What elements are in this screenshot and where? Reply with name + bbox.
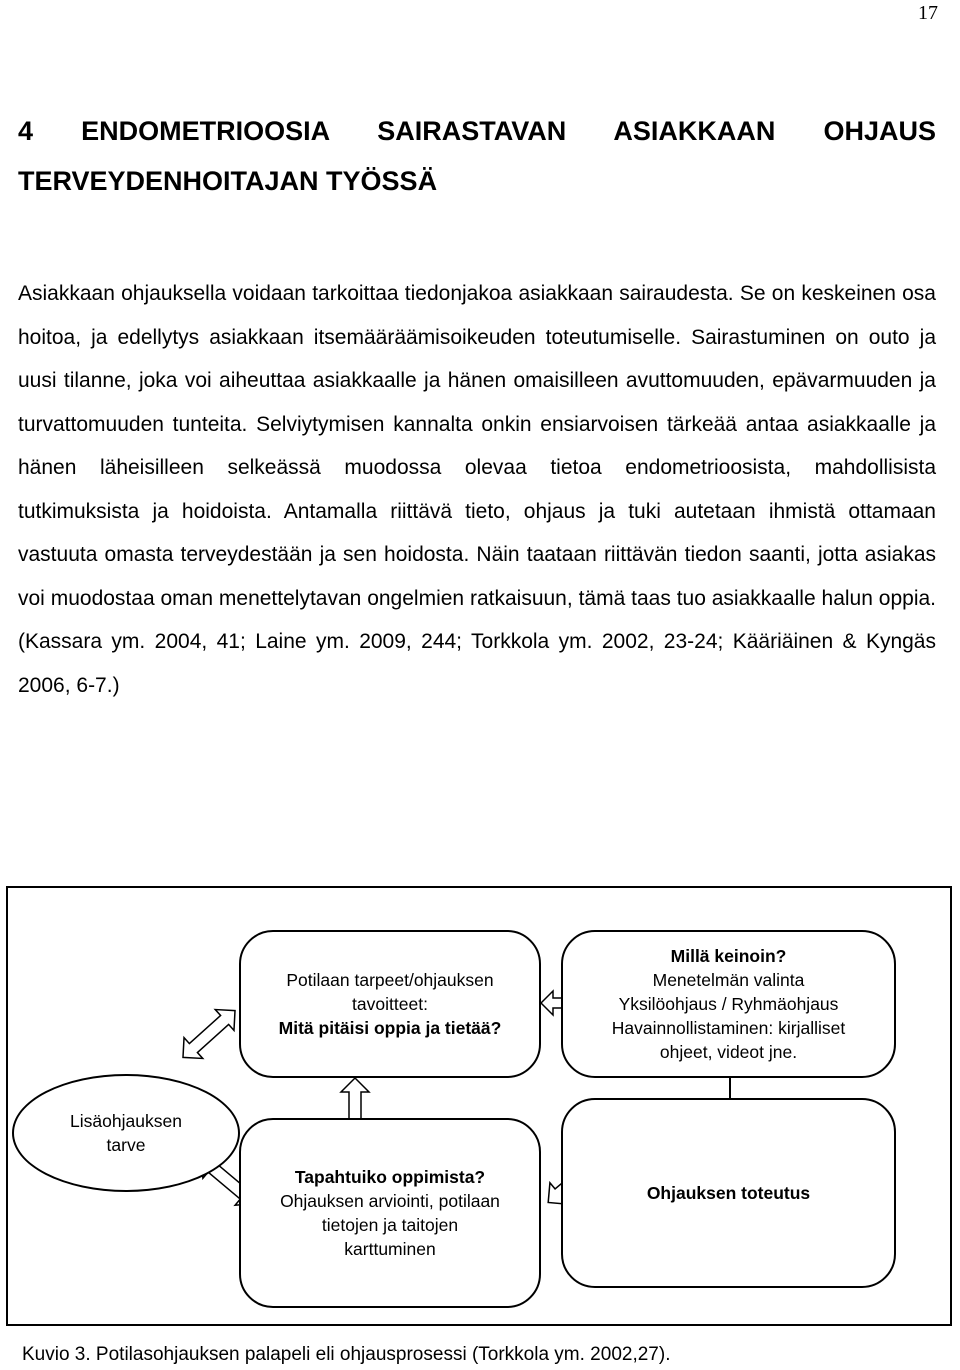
methods-line-3: Yksilöohjaus / Ryhmäohjaus xyxy=(618,994,839,1014)
implementation-box xyxy=(561,1098,896,1288)
figure-caption: Kuvio 3. Potilasohjauksen palapeli eli ohjausprosessi (Torkkola ym. 2002,27). xyxy=(22,1344,671,1365)
implementation-line-1: Ohjauksen toteutus xyxy=(646,1183,811,1203)
guidance-process-figure xyxy=(6,886,952,1326)
page-number: 17 xyxy=(918,2,938,24)
evaluation-box xyxy=(239,1118,541,1308)
additional-guidance-line-2: tarve xyxy=(106,1135,146,1155)
evaluation-line-4: karttuminen xyxy=(344,1239,436,1259)
methods-line-5: ohjeet, videot jne. xyxy=(659,1042,798,1062)
patient-needs-line-1: Potilaan tarpeet/ohjauksen xyxy=(286,970,494,990)
patient-needs-line-2: tavoitteet: xyxy=(352,994,428,1014)
methods-line-1: Millä keinoin? xyxy=(670,946,787,966)
methods-box xyxy=(561,930,896,1078)
additional-guidance-line-1: Lisäohjauksen xyxy=(70,1111,182,1131)
chapter-heading-line-1: 4 ENDOMETRIOOSIA SAIRASTAVAN ASIAKKAAN OHJAUS xyxy=(18,116,936,146)
chapter-heading xyxy=(18,106,936,206)
evaluation-line-2: Ohjauksen arviointi, potilaan xyxy=(280,1191,500,1211)
evaluation-line-1: Tapahtuiko oppimista? xyxy=(294,1167,486,1187)
methods-line-4: Havainnollistaminen: kirjalliset xyxy=(611,1018,846,1038)
double-arrow-icon xyxy=(174,1000,245,1068)
patient-needs-box xyxy=(239,930,541,1078)
chapter-heading-line-2: TERVEYDENHOITAJAN TYÖSSÄ xyxy=(18,166,438,196)
additional-guidance-ellipse xyxy=(12,1074,240,1192)
evaluation-line-3: tietojen ja taitojen xyxy=(321,1215,459,1235)
body-paragraph: Asiakkaan ohjauksella voidaan tarkoittaa tiedonjakoa asiakkaan sairaudesta. Se on keskeinen osa hoitoa, ja edellytys asiakkaan itsemääräämisoikeuden toteutumiselle. Sairastuminen on outo ja uusi tilanne, joka voi aiheuttaa asiakkaalle ja hänen omaisilleen avuttomuuden, epävarmuuden ja turvattomuuden tunteita. Selviytymisen kannalta onkin ensiarvoisen tärkeää antaa asiakkaalle ja hänen läheisilleen selkeässä muodossa olevaa tietoa endometrioosista, mahdollisista tutkimuksista ja hoidoista. Antamalla riittävä tieto, ohjaus ja tuki autetaan ihmistä ottamaan vastuuta omasta terveydestään ja sen hoidosta. Näin taataan riittävän tiedon saanti, jotta asiakas voi muodostaa oman menettelytavan ongelmien ratkaisuun, tämä taas tuo asiakkaalle halun oppia. (Kassara ym. 2004, 41; Laine ym. 2009, 244; Torkkola ym. 2002, 23-24; Kääriäinen & Kyngäs 2006, 6-7.) xyxy=(18,282,936,697)
patient-needs-line-3: Mitä pitäisi oppia ja tietää? xyxy=(278,1018,502,1038)
methods-line-2: Menetelmän valinta xyxy=(652,970,805,990)
